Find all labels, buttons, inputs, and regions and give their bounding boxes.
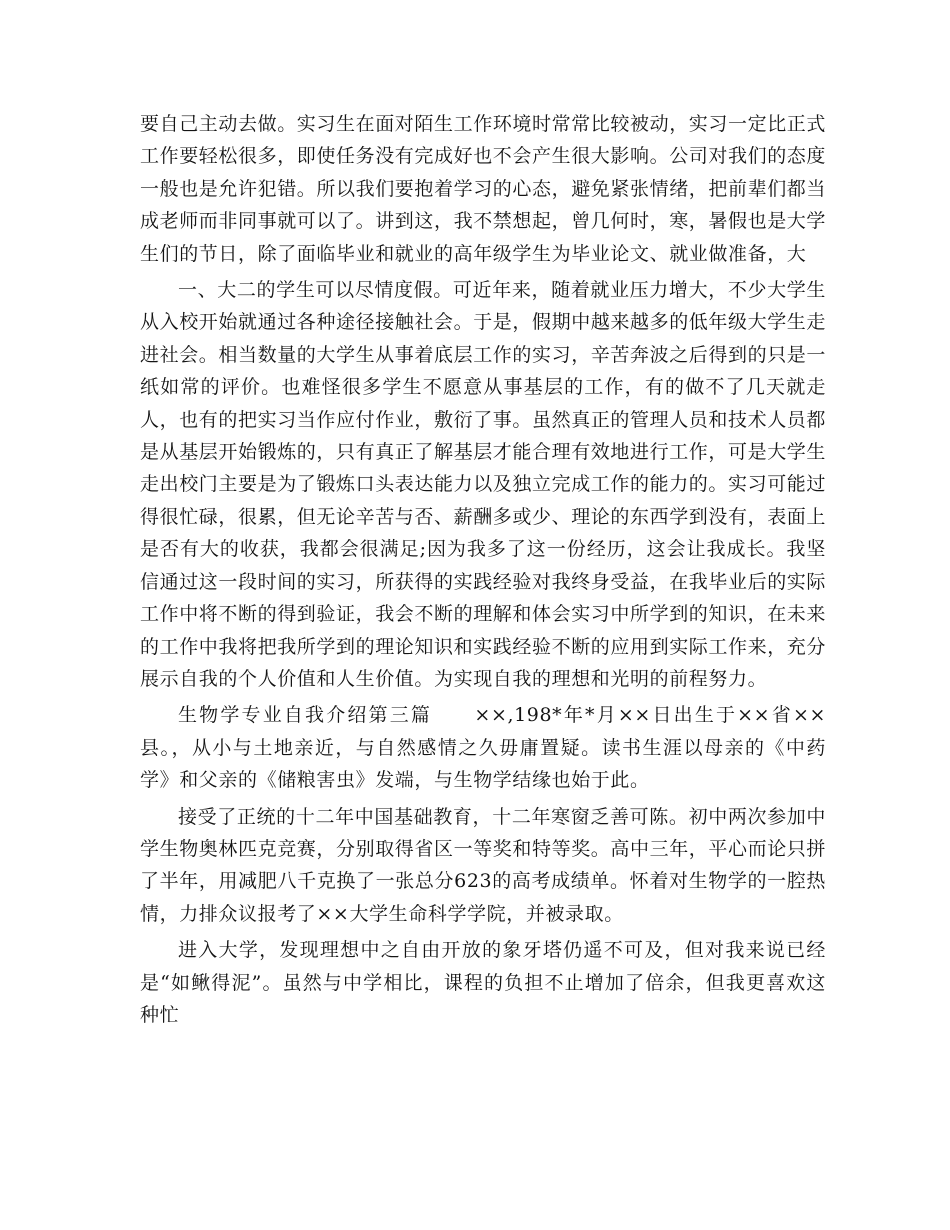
paragraph-internship-reflection: 一、大二的学生可以尽情度假。可近年来，随着就业压力增大，不少大学生从入校开始就通过各种途径接触社会。于是，假期中越来越多的低年级大学生走进社会。相当数量的大学生从事着底层工作的实习，辛苦奔波之后得到的只是一纸如常的评价。也难怪很多学生不愿意从事基层的工作，有的做不了几天就走人，也有的把实习当作应付作业，敷衍了事。虽然真正的管理人员和技术人员都是从基层开始锻炼的，只有真正了解基层才能合理有效地进行工作，可是大学生走出校门主要是为了锻炼口头表达能力以及独立完成工作的能力的。实习可能过得很忙碌，很累，但无论辛苦与否、薪酬多或少、理论的东西学到没有，表面上是否有大的收获，我都会很满足;因为我多了这一份经历，这会让我成长。我坚信通过这一段时间的实习，所获得的实践经验对我终身受益，在我毕业后的实际工作中将不断的得到验证，我会不断的理解和体会实习中所学到的知识，在未来的工作中我将把我所学到的理论知识和实践经验不断的应用到实际工作来，充分展示自我的个人价值和人生价值。为实现自我的理想和光明的前程努力。 [140,279,827,690]
paragraph-self-introduction: 生物学专业自我介绍第三篇 ××,198*年*月××日出生于××省××县。，从小与土地亲近，与自然感情之久毋庸置疑。读书生涯以母亲的《中药学》和父亲的《储粮害虫》发端，与生物学结缘也始于此。 [140,704,826,792]
paragraph-university: 进入大学，发现理想中之自由开放的象牙塔仍遥不可及，但对我来说已经是“如鳅得泥”。虽然与中学相比，课程的负担不止增加了倍余，但我更喜欢这种忙 [140,939,826,1026]
paragraph-continuation: 要自己主动去做。实习生在面对陌生工作环境时常常比较被动，实习一定比正式工作要轻松很多，即使任务没有完成好也不会产生很大影响。公司对我们的态度一般也是允许犯错。所以我们要抱着学习的心态，避免紧张情绪，把前辈们都当成老师而非同事就可以了。讲到这，我不禁想起，曾几何时，寒，暑假也是大学生们的节日，除了面临毕业和就业的高年级学生为毕业论文、就业做准备，大 [140,113,827,265]
paragraph-education: 接受了正统的十二年中国基础教育，十二年寒窗乏善可陈。初中两次参加中学生物奥林匹克竞赛，分别取得省区一等奖和特等奖。高中三年，平心而论只拼了半年，用减肥八千克换了一张总分623的高考成绩单。怀着对生物学的一腔热情，力排众议报考了××大学生命科学学院，并被录取。 [140,805,827,925]
document-body [140,108,826,1035]
